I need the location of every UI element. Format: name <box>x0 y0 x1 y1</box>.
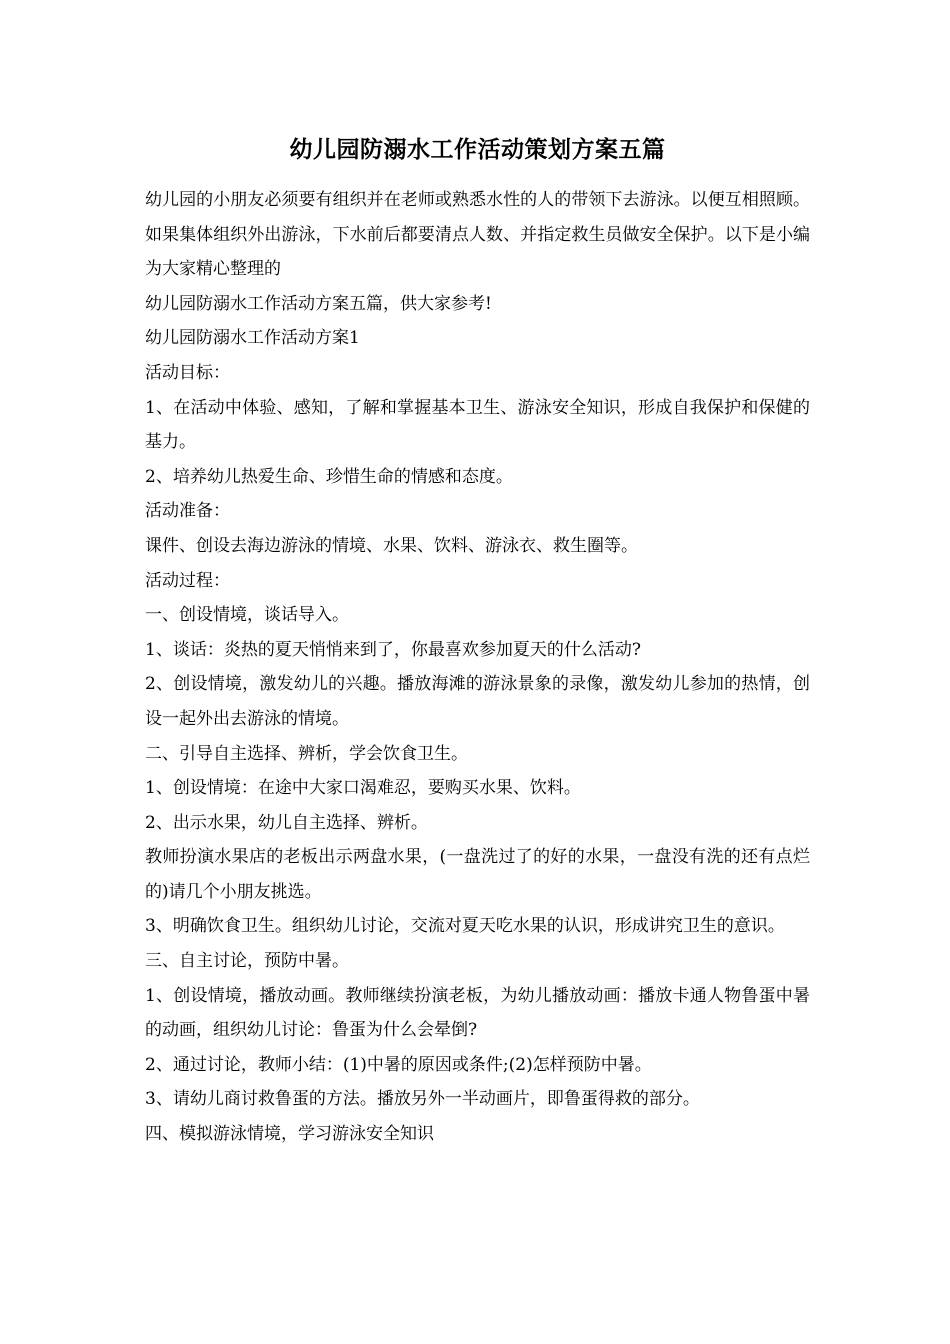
subheading-preparation: 活动准备： <box>145 501 230 522</box>
subheading-goals: 活动目标： <box>145 362 230 383</box>
process-item: 3、请幼儿商讨救鲁蛋的方法。播放另外一半动画片，即鲁蛋得救的部分。 <box>145 1089 700 1110</box>
process-step-heading: 一、创设情境，谈话导入。 <box>145 605 349 626</box>
process-item: 1、创设情境：在途中大家口渴难忍，要购买水果、饮料。 <box>145 778 581 799</box>
process-step-heading: 三、自主讨论，预防中暑。 <box>145 951 349 972</box>
process-step-heading: 四、模拟游泳情境，学习游泳安全知识 <box>145 1124 434 1145</box>
intro-paragraph: 幼儿园的小朋友必须要有组织并在老师或熟悉水性的人的带领下去游泳。以便互相照顾。如果集体组织外出游泳，下水前后都要清点人数、并指定救生员做安全保护。以下是小编为大家精心整理的 <box>145 190 810 280</box>
document-title: 幼儿园防溺水工作活动策划方案五篇 <box>289 136 666 163</box>
section-heading: 幼儿园防溺水工作活动方案1 <box>145 328 360 349</box>
goal-item: 1、在活动中体验、感知，了解和掌握基本卫生、游泳安全知识，形成自我保护和保健的基力。 <box>145 397 810 453</box>
intro-continuation: 幼儿园防溺水工作活动方案五篇，供大家参考! <box>145 293 492 314</box>
document-body <box>145 183 810 1152</box>
process-item: 3、明确饮食卫生。组织幼儿讨论，交流对夏天吃水果的认识，形成讲究卫生的意识。 <box>145 916 785 937</box>
process-item: 2、通过讨论，教师小结：(1)中暑的原因或条件;(2)怎样预防中暑。 <box>145 1054 652 1075</box>
goal-item: 2、培养幼儿热爱生命、珍惜生命的情感和态度。 <box>145 466 513 487</box>
process-item: 教师扮演水果店的老板出示两盘水果，(一盘洗过了的好的水果，一盘没有洗的还有点烂的)请几个小朋友挑选。 <box>145 847 810 902</box>
subheading-process: 活动过程： <box>145 570 230 591</box>
process-item: 2、创设情境，激发幼儿的兴趣。播放海滩的游泳景象的录像，激发幼儿参加的热情，创设一起外出去游泳的情境。 <box>145 674 810 729</box>
document-page <box>145 125 810 1152</box>
process-item: 1、谈话：炎热的夏天悄悄来到了，你最喜欢参加夏天的什么活动? <box>145 639 641 660</box>
process-step-heading: 二、引导自主选择、辨析，学会饮食卫生。 <box>145 743 468 764</box>
process-item: 1、创设情境，播放动画。教师继续扮演老板，为幼儿播放动画：播放卡通人物鲁蛋中暑的动画，组织幼儿讨论：鲁蛋为什么会晕倒? <box>145 985 810 1041</box>
preparation-text: 课件、创设去海边游泳的情境、水果、饮料、游泳衣、救生圈等。 <box>145 535 638 556</box>
process-item: 2、出示水果，幼儿自主选择、辨析。 <box>145 812 428 833</box>
